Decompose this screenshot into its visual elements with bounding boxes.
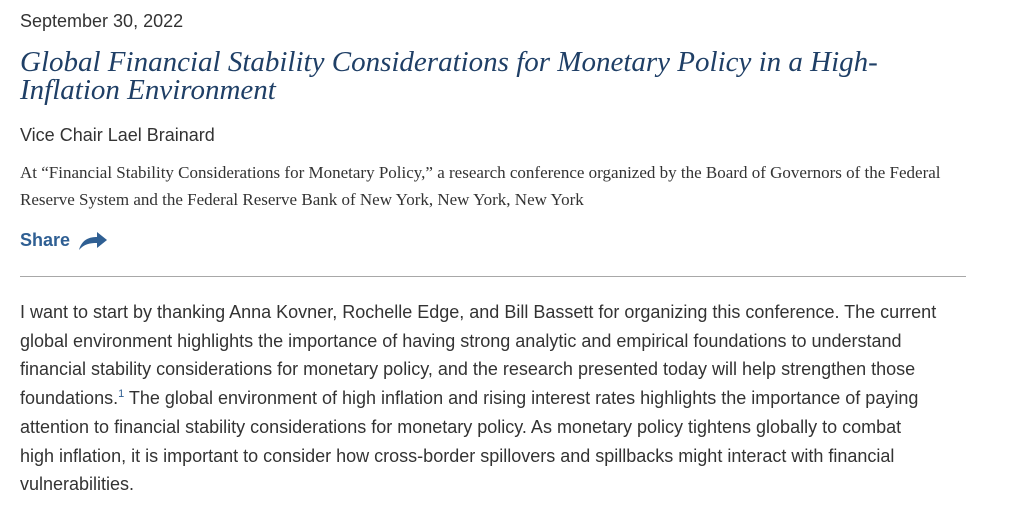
speech-article — [20, 0, 966, 517]
speech-location: At “Financial Stability Considerations for Monetary Policy,” a research conference organized by the Board of Governors of the Federal Reserve System and the Federal Reserve Bank of New York, New York, New York — [20, 163, 941, 209]
speech-date: September 30, 2022 — [20, 11, 184, 31]
share-arrow-icon — [77, 229, 109, 251]
share-button[interactable] — [20, 229, 120, 251]
paragraph-text-part2: The global environment of high inflation and rising interest rates highlights the importance of paying attention to financial stability considerations for monetary policy. As monetary policy tightens globally to combat high inflation, it is important to consider how cross-border spillovers and spillbacks might interact with financial vulnerabilities. — [20, 388, 919, 495]
divider — [20, 276, 966, 277]
share-label: Share — [20, 230, 71, 250]
speech-title: Global Financial Stability Considerations for Monetary Policy in a High-Inflation Environment — [20, 46, 878, 106]
footnote-link[interactable]: 1 — [118, 388, 125, 401]
speech-paragraph — [20, 298, 940, 499]
speaker-name[interactable]: Vice Chair Lael Brainard — [20, 125, 215, 145]
paragraph-text-part1: I want to start by thanking Anna Kovner, Rochelle Edge, and Bill Bassett for organizing this conference. The current global environment highlights the importance of having strong analytic and empirical foundations to understand financial stability considerations for monetary policy, and the research presented today will help strengthen those foundations. — [20, 302, 937, 409]
